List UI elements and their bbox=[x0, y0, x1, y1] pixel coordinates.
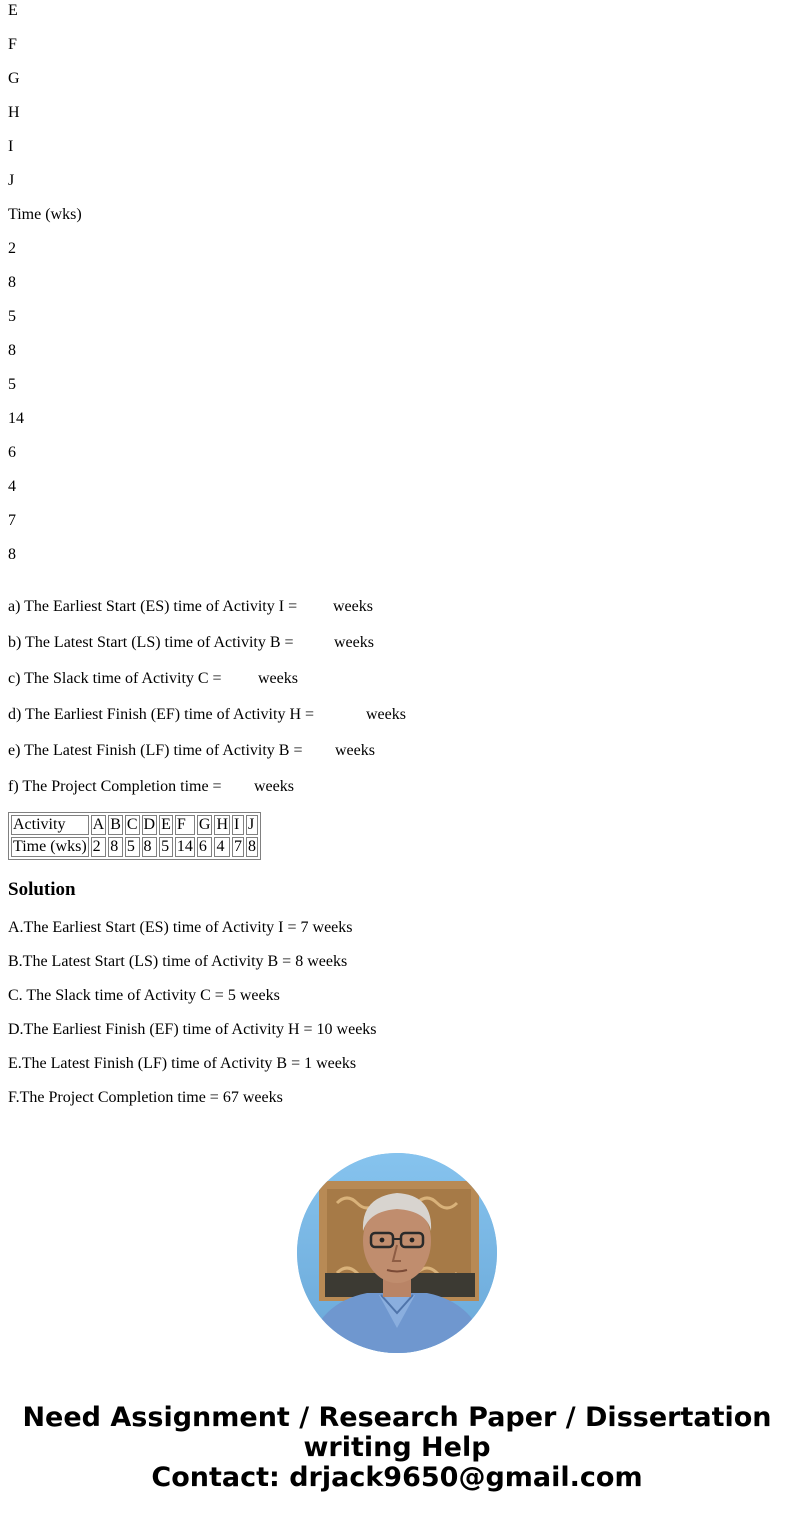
question-text: f) The Project Completion time = bbox=[8, 778, 222, 795]
question-unit: weeks bbox=[258, 670, 298, 687]
question-text: a) The Earliest Start (ES) time of Activity I = bbox=[8, 598, 298, 615]
table-cell: D bbox=[143, 816, 156, 833]
time-value: 4 bbox=[8, 478, 16, 495]
table-row-activity bbox=[11, 815, 258, 835]
table-cell: 6 bbox=[197, 837, 213, 857]
time-value: 2 bbox=[8, 240, 16, 257]
table-cell: 8 bbox=[142, 837, 158, 857]
question-unit: weeks bbox=[333, 598, 373, 615]
activity-label: F bbox=[8, 36, 17, 53]
table-cell: 7 bbox=[234, 838, 243, 855]
time-value: 5 bbox=[8, 376, 16, 393]
question-text: e) The Latest Finish (LF) time of Activity B = bbox=[8, 742, 303, 759]
time-value: 5 bbox=[8, 308, 16, 325]
author-photo bbox=[297, 1153, 497, 1353]
table-cell: H bbox=[216, 816, 229, 833]
solution-answer: C. The Slack time of Activity C = 5 weeks bbox=[8, 987, 280, 1004]
table-cell: I bbox=[232, 815, 244, 835]
question-b bbox=[8, 633, 374, 653]
table-row-time bbox=[11, 837, 258, 857]
question-unit: weeks bbox=[335, 742, 375, 759]
solution-answer: E.The Latest Finish (LF) time of Activity B = 1 weeks bbox=[8, 1055, 357, 1072]
question-e bbox=[8, 741, 375, 761]
author-photo-illustration bbox=[297, 1153, 497, 1353]
table-cell: G bbox=[198, 816, 211, 833]
table-cell: C bbox=[126, 816, 138, 833]
activity-label: E bbox=[8, 2, 18, 19]
solution-answer: F.The Project Completion time = 67 weeks bbox=[8, 1089, 283, 1106]
promo-line: writing Help bbox=[303, 1432, 491, 1463]
activity-label: H bbox=[8, 104, 20, 121]
table-cell: 5 bbox=[125, 837, 140, 857]
table-cell: 5 bbox=[159, 837, 173, 857]
promo-contact: Contact: drjack9650@gmail.com bbox=[151, 1462, 643, 1493]
promo-banner bbox=[0, 1403, 794, 1493]
time-value: 8 bbox=[8, 274, 16, 291]
table-cell: 8 bbox=[248, 838, 257, 855]
question-f bbox=[8, 777, 294, 797]
time-value: 8 bbox=[8, 546, 16, 563]
question-unit: weeks bbox=[334, 634, 374, 651]
activity-label: G bbox=[8, 70, 20, 87]
table-cell: J bbox=[246, 815, 258, 835]
question-unit: weeks bbox=[254, 778, 294, 795]
question-a bbox=[8, 597, 373, 617]
table-cell: A bbox=[92, 816, 105, 833]
table-cell: F bbox=[175, 815, 195, 835]
question-c bbox=[8, 669, 298, 689]
time-value: 7 bbox=[8, 512, 16, 529]
solution-heading: Solution bbox=[8, 879, 76, 900]
table-cell: 8 bbox=[108, 837, 123, 857]
solution-answer: A.The Earliest Start (ES) time of Activity I = 7 weeks bbox=[8, 919, 353, 936]
table-row-header: Time (wks) bbox=[13, 838, 87, 855]
table-cell: 2 bbox=[91, 837, 107, 857]
activity-table bbox=[8, 812, 261, 860]
time-value: 6 bbox=[8, 444, 16, 461]
promo-line: Need Assignment / Research Paper / Dissertation bbox=[22, 1402, 772, 1433]
table-row-header: Activity bbox=[11, 815, 89, 835]
activity-label: J bbox=[8, 172, 15, 189]
question-text: d) The Earliest Finish (EF) time of Activity H = bbox=[8, 706, 315, 723]
question-text: b) The Latest Start (LS) time of Activity B = bbox=[8, 634, 294, 651]
time-value: 8 bbox=[8, 342, 16, 359]
table-cell: 4 bbox=[214, 837, 230, 857]
question-text: c) The Slack time of Activity C = bbox=[8, 670, 222, 687]
question-unit: weeks bbox=[366, 706, 406, 723]
time-value: 14 bbox=[8, 410, 24, 427]
solution-answer: B.The Latest Start (LS) time of Activity B = 8 weeks bbox=[8, 953, 348, 970]
time-header: Time (wks) bbox=[8, 206, 82, 223]
solution-answer: D.The Earliest Finish (EF) time of Activity H = 10 weeks bbox=[8, 1021, 377, 1038]
table-cell: 14 bbox=[176, 838, 193, 855]
activity-label: I bbox=[8, 138, 14, 155]
table-cell: E bbox=[161, 816, 171, 833]
question-d bbox=[8, 705, 406, 725]
table-cell: B bbox=[110, 816, 121, 833]
